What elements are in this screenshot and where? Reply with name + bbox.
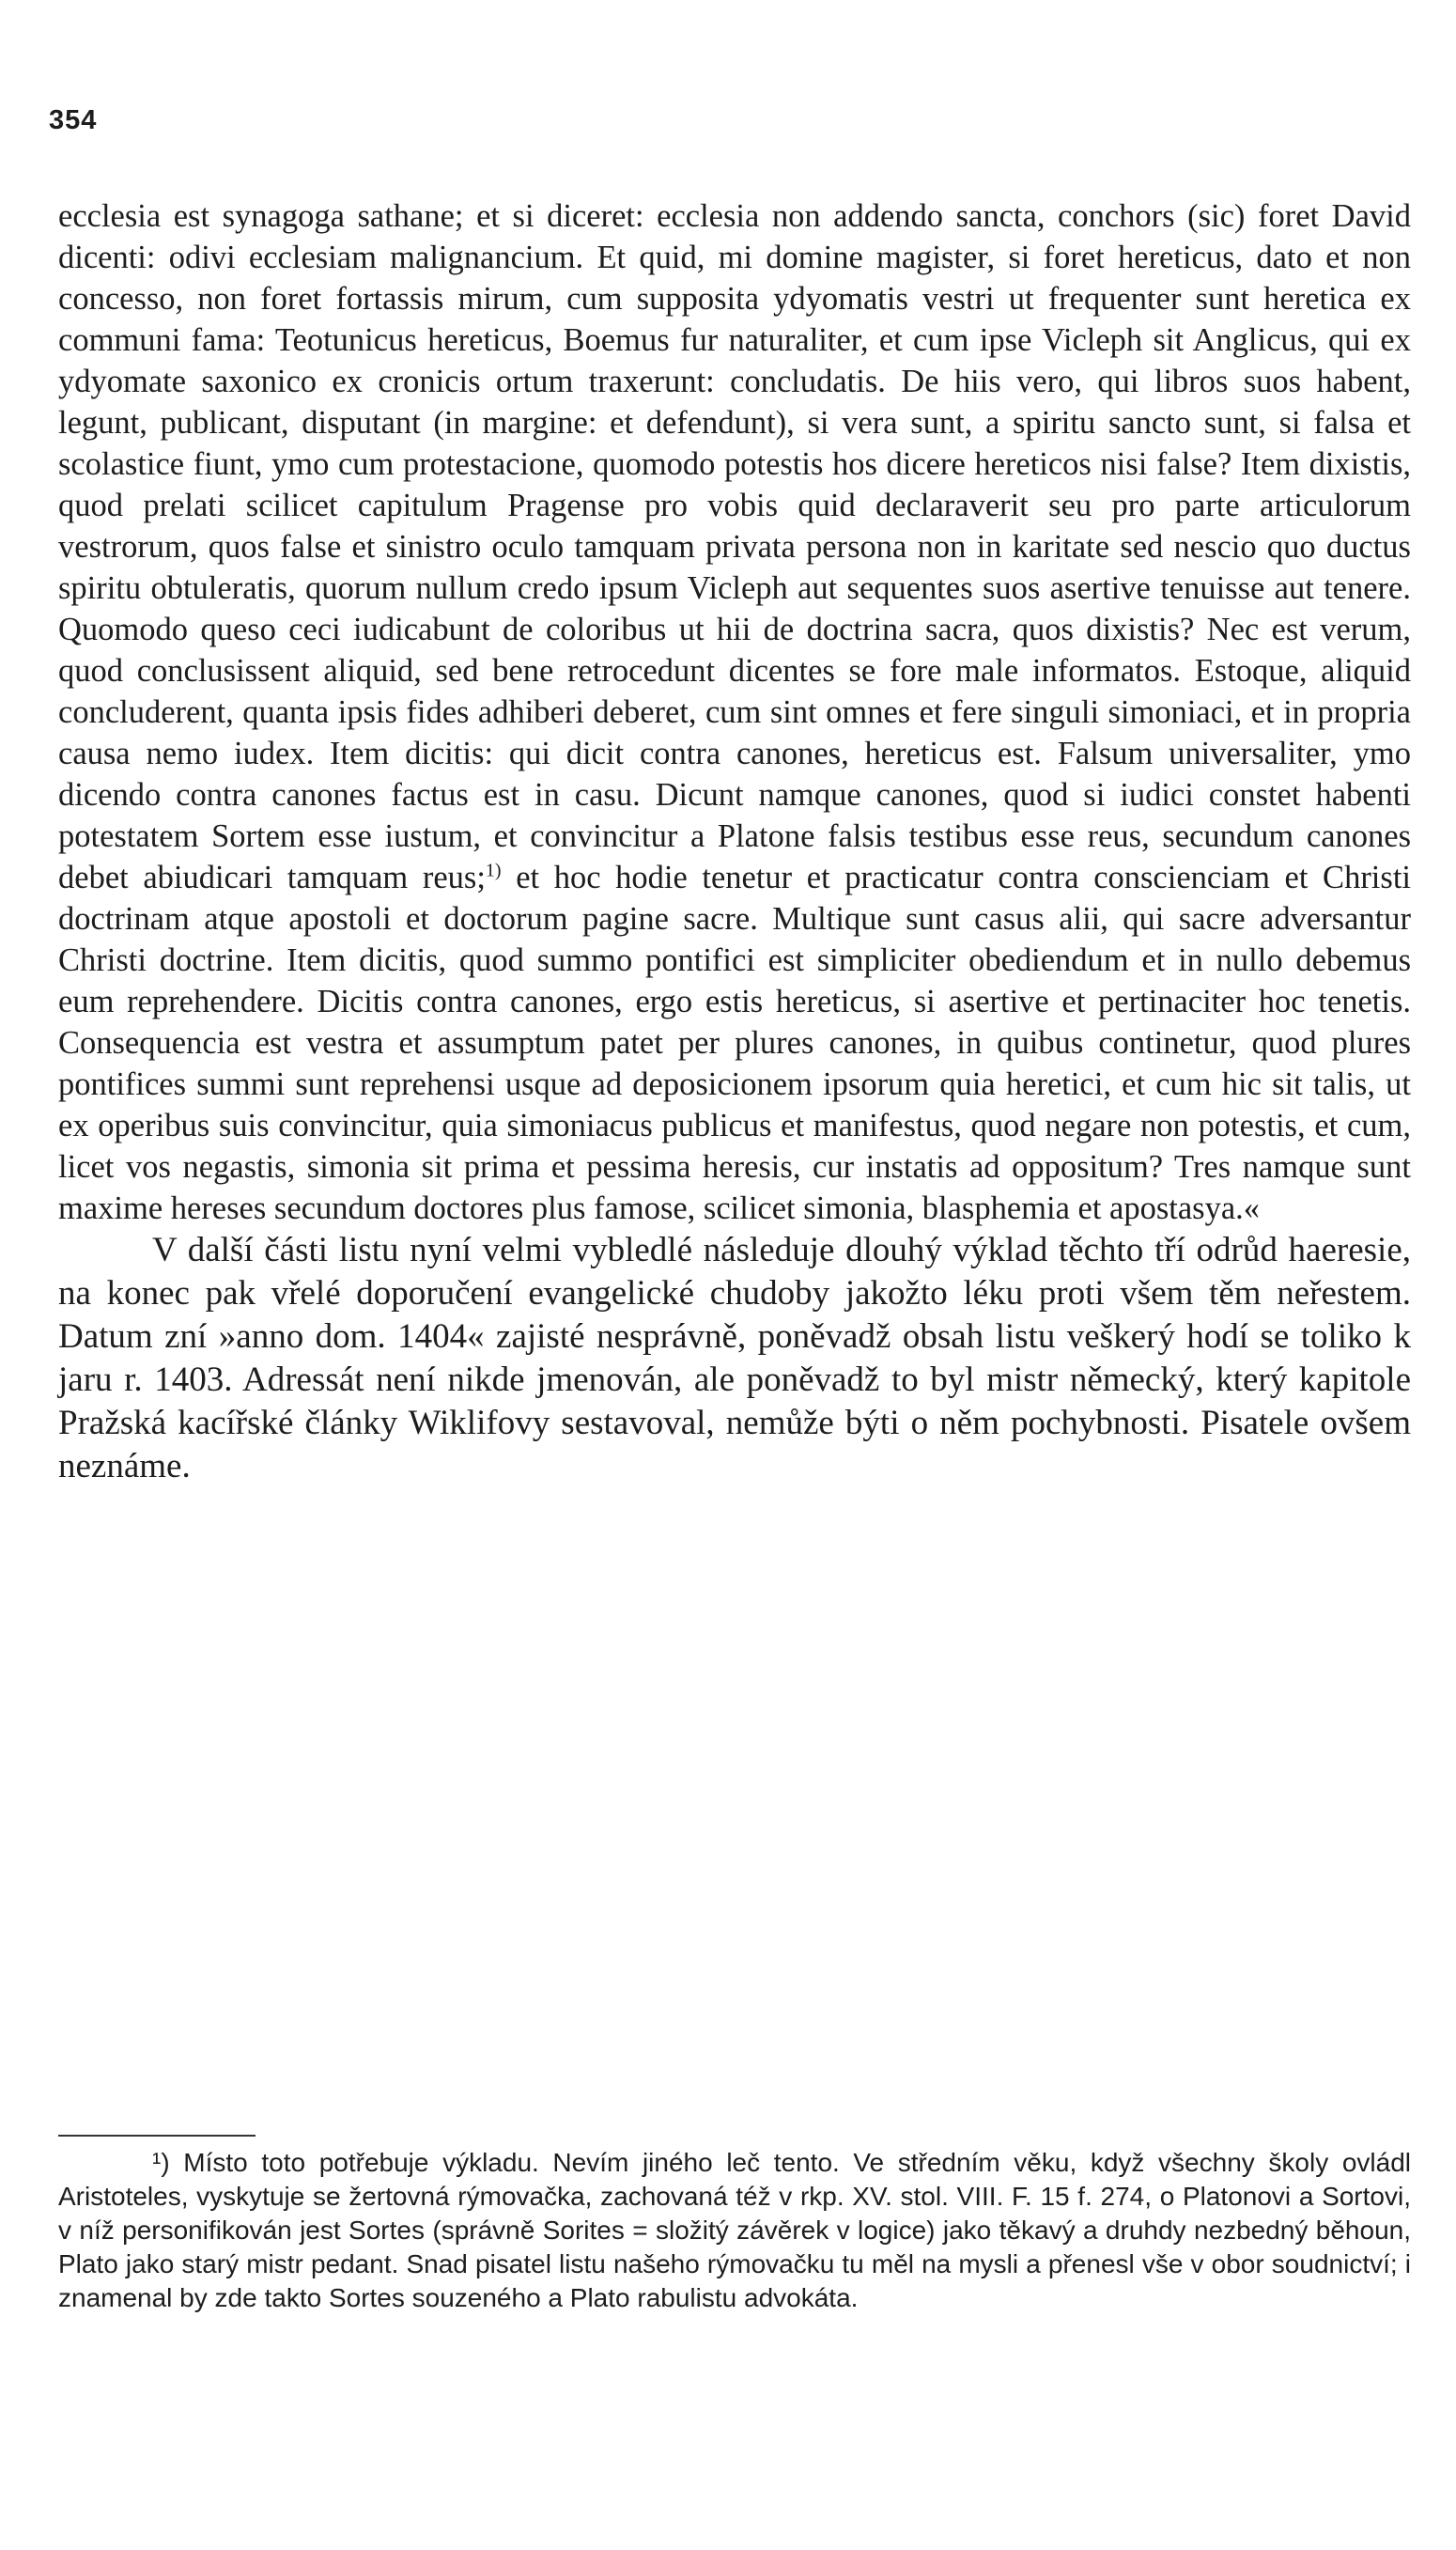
footnote-divider [58, 2135, 256, 2137]
main-text-block [58, 195, 1411, 1488]
latin-quotation-text: ecclesia est synagoga sathane; et si diceret: ecclesia non addendo sancta, conchors (sic) foret David dicenti: odivi ecclesiam malignancium. Et quid, mi domine magister, si foret hereticus, dato et non concesso, non foret fortassis mirum, cum supposita ydyomatis vestri ut frequenter sunt heretica ex communi fama: Teotunicus hereticus, Boemus fur naturaliter, et cum ipse Vicleph sit Anglicus, qui ex ydyomate saxonico ex cronicis ortum traxerunt: concludatis. De hiis vero, qui libros suos habent, legunt, publicant, disputant (in margine: et defendunt), si vera sunt, a spiritu sancto sunt, si falsa et scolastice fiunt, ymo cum protestacione, quomodo potestis hos dicere hereticos nisi false? Item dixistis, quod prelati scilicet capitulum Pragense pro vobis quid declaraverit seu pro parte articulorum vestrorum, quos false et sinistro oculo tamquam privata persona non in karitate sed nescio quo ductus spiritu obtuleratis, quorum nullum credo ipsum Vicleph aut sequentes suos asertive tenuisse aut tenere. Quomodo queso ceci iudicabunt de coloribus ut hii de doctrina sacra, quos dixistis? Nec est verum, quod conclusissent aliquid, sed bene retrocedunt dicentes se fore male informatos. Estoque, aliquid concluderent, quanta ipsis fides adhiberi deberet, cum sint omnes et fere singuli simoniaci, et in propria causa nemo iudex. Item dicitis: qui dicit contra canones, hereticus est. Falsum universaliter, ymo dicendo contra canones factus est in casu. Dicunt namque canones, quod si iudici constet habenti potestatem Sortem esse iustum, et convincitur a Platone falsis testibus esse reus, secundum canones debet abiudicari tamquam reus; [58, 198, 1411, 895]
footnote-text: ¹) Místo toto potřebuje výkladu. Nevím jiného leč tento. Ve středním věku, když všechny školy ovládl Aristoteles, vyskytuje se žertovná rýmovačka, zachovaná též v rkp. XV. stol. VIII. F. 15 f. 274, o Platonovi a Sortovi, v níž personifikován jest Sortes (správně Sorites = složitý závěrek v logice) jako těkavý a druhdy nezbedný běhoun, Plato jako starý mistr pedant. Snad pisatel listu našeho rýmovačku tu měl na mysli a přenesl vše v obor soudnictví; i znamenal by zde takto Sortes souzeného a Plato rabulistu advokáta. [58, 2148, 1411, 2312]
czech-commentary-paragraph: V další části listu nyní velmi vybledlé následuje dlouhý výklad těchto tří odrůd haeresie, na konec pak vřelé doporučení evangelické chudoby jakožto léku proti všem těm neřestem. Datum zní »anno dom. 1404« zajisté nesprávně, poněvadž obsah listu veškerý hodí se toliko k jaru r. 1403. Adressát není nikde jmenován, ale poněvadž to byl mistr německý, který kapitole Pražská kacířské články Wiklifovy sestavoval, nemůže býti o něm pochybnosti. Pisatele ovšem neznáme. [58, 1231, 1411, 1485]
page-number: 354 [49, 105, 98, 135]
latin-quotation-paragraph [58, 195, 1411, 1229]
footnote-reference-marker: 1) [485, 860, 502, 881]
latin-quotation-text-continued: et hoc hodie tenetur et practicatur contra conscienciam et Christi doctrinam atque apostoli et doctorum pagine sacre. Multique sunt casus alii, qui sacre adversantur Christi doctrine. Item dicitis, quod summo pontifici est simpliciter obediendum et in nullo debemus eum reprehendere. Dicitis contra canones, ergo estis hereticus, si asertive et pertinaciter hoc tenetis. Consequencia est vestra et assumptum patet per plures canones, in quibus continetur, quod plures pontifices summi sunt reprehensi usque ad deposicionem ipsorum quia heretici, et cum hic sit talis, ut ex operibus suis convincitur, quia simoniacus publicus et manifestus, quod negare non potestis, et cum, licet vos negastis, simonia sit prima et pessima heresis, cur instatis ad oppositum? Tres namque sunt maxime hereses secundum doctores plus famose, scilicet simonia, blasphemia et apostasya.« [58, 860, 1411, 1226]
